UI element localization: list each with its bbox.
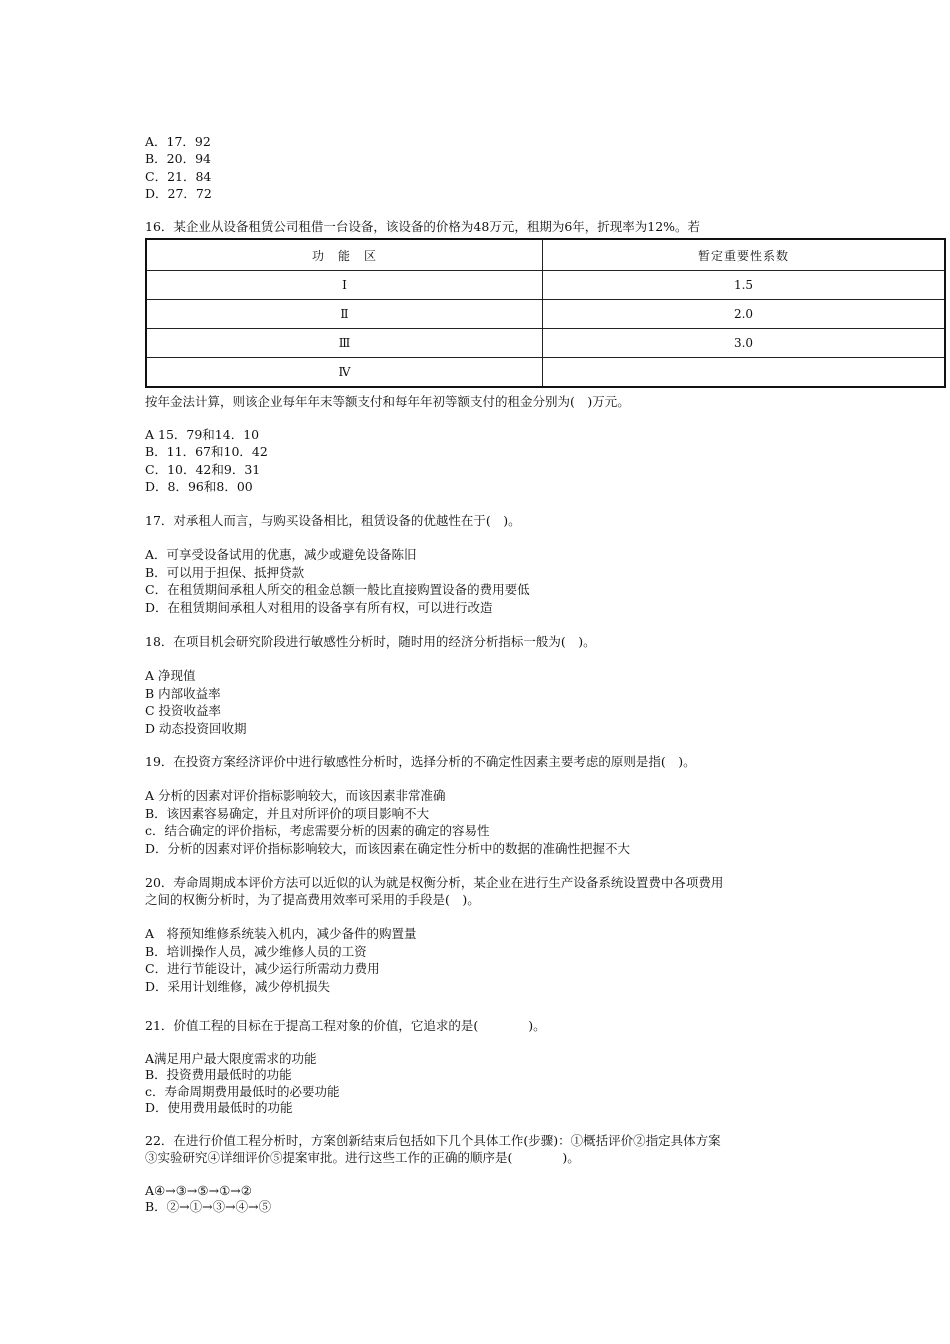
table-row xyxy=(146,358,945,388)
table-cell-area: Ⅲ xyxy=(146,329,543,358)
q17-option-a: A．可享受设备试用的优惠，减少或避免设备陈旧 xyxy=(145,547,417,562)
q19-stem: 19．在投资方案经济评价中进行敏感性分析时，选择分析的不确定性因素主要考虑的原则是指( )。 xyxy=(145,754,696,769)
q20-option-b: B．培训操作人员，减少维修人员的工资 xyxy=(145,944,367,959)
q17-option-b: B．可以用于担保、抵押贷款 xyxy=(145,565,305,580)
q16-stem-part-a: 16．某企业从设备租赁公司租借一台设备，该设备的价格为48万元，租期为6年，折现率为12%。若 xyxy=(145,219,701,234)
table-cell-coefficient: 1.5 xyxy=(543,271,946,300)
table-cell-area: Ⅰ xyxy=(146,271,543,300)
q16-stem-part-b: 按年金法计算，则该企业每年年末等额支付和每年年初等额支付的租金分别为( )万元。 xyxy=(145,394,630,409)
q18-option-d: D 动态投资回收期 xyxy=(145,721,247,736)
table-header-row xyxy=(146,239,945,271)
q18-option-b: B 内部收益率 xyxy=(145,686,221,701)
q20-stem-line-1: 20．寿命周期成本评价方法可以近似的认为就是权衡分析，某企业在进行生产设备系统设置费中各项费用 xyxy=(145,875,724,890)
table-cell-coefficient: 2.0 xyxy=(543,300,946,329)
function-area-table xyxy=(145,238,946,388)
q21-option-d: D．使用费用最低时的功能 xyxy=(145,1100,293,1115)
table-cell-area: Ⅱ xyxy=(146,300,543,329)
q17-option-d: D．在租赁期间承租人对租用的设备享有所有权，可以进行改造 xyxy=(145,600,493,615)
q17-option-c: C．在租赁期间承租人所交的租金总额一般比直接购置设备的费用要低 xyxy=(145,582,530,597)
q21-option-c: c．寿命周期费用最低时的必要功能 xyxy=(145,1084,340,1099)
q15-option-d: D．27．72 xyxy=(145,186,212,201)
q22-option-b: B．②→①→③→④→⑤ xyxy=(145,1199,272,1214)
header-importance-coefficient: 暂定重要性系数 xyxy=(543,239,946,271)
q19-option-a: A 分析的因素对评价指标影响较大，而该因素非常准确 xyxy=(145,788,446,803)
q15-option-a: A．17．92 xyxy=(145,134,211,149)
q20-option-c: C．进行节能设计，减少运行所需动力费用 xyxy=(145,961,380,976)
q16-option-c: C．10．42和9．31 xyxy=(145,462,261,477)
table-cell-coefficient: 3.0 xyxy=(543,329,946,358)
table-cell-area: Ⅳ xyxy=(146,358,543,388)
q21-option-b: B．投资费用最低时的功能 xyxy=(145,1067,292,1082)
q15-option-b: B．20．94 xyxy=(145,151,211,166)
q16-option-b: B．11．67和10．42 xyxy=(145,444,268,459)
q22-stem-line-2: ③实验研究④详细评价⑤提案审批。进行这些工作的正确的顺序是( )。 xyxy=(145,1150,580,1165)
q20-option-d: D．采用计划维修，减少停机损失 xyxy=(145,979,331,994)
q19-option-c: c．结合确定的评价指标，考虑需要分析的因素的确定的容易性 xyxy=(145,823,490,838)
q19-option-b: B．该因素容易确定，并且对所评价的项目影响不大 xyxy=(145,806,430,821)
q22-option-a: A④→③→⑤→①→② xyxy=(145,1183,252,1198)
header-function-area: 功 能 区 xyxy=(146,239,543,271)
table-row xyxy=(146,329,945,358)
q18-option-c: C 投资收益率 xyxy=(145,703,222,718)
q17-stem: 17．对承租人而言，与购买设备相比，租赁设备的优越性在于( )。 xyxy=(145,513,521,528)
table-row xyxy=(146,271,945,300)
q18-stem: 18．在项目机会研究阶段进行敏感性分析时，随时用的经济分析指标一般为( )。 xyxy=(145,634,596,649)
table-row xyxy=(146,300,945,329)
q20-option-a: A 将预知维修系统装入机内，减少备件的购置量 xyxy=(145,926,417,941)
q15-option-c: C．21．84 xyxy=(145,169,212,184)
q21-stem: 21．价值工程的目标在于提高工程对象的价值，它追求的是( )。 xyxy=(145,1018,546,1033)
q20-stem-line-2: 之间的权衡分析时，为了提高费用效率可采用的手段是( )。 xyxy=(145,892,480,907)
q21-option-a: A满足用户最大限度需求的功能 xyxy=(145,1051,317,1066)
q16-option-a: A 15．79和14．10 xyxy=(145,427,260,442)
q18-option-a: A 净现值 xyxy=(145,668,196,683)
q16-option-d: D．8．96和8．00 xyxy=(145,479,253,494)
table-cell-coefficient xyxy=(543,358,946,388)
q22-stem-line-1: 22．在进行价值工程分析时，方案创新结束后包括如下几个具体工作(步骤)：①概括评价②指定具体方案 xyxy=(145,1133,721,1148)
q19-option-d: D．分析的因素对评价指标影响较大，而该因素在确定性分析中的数据的准确性把握不大 xyxy=(145,841,631,856)
